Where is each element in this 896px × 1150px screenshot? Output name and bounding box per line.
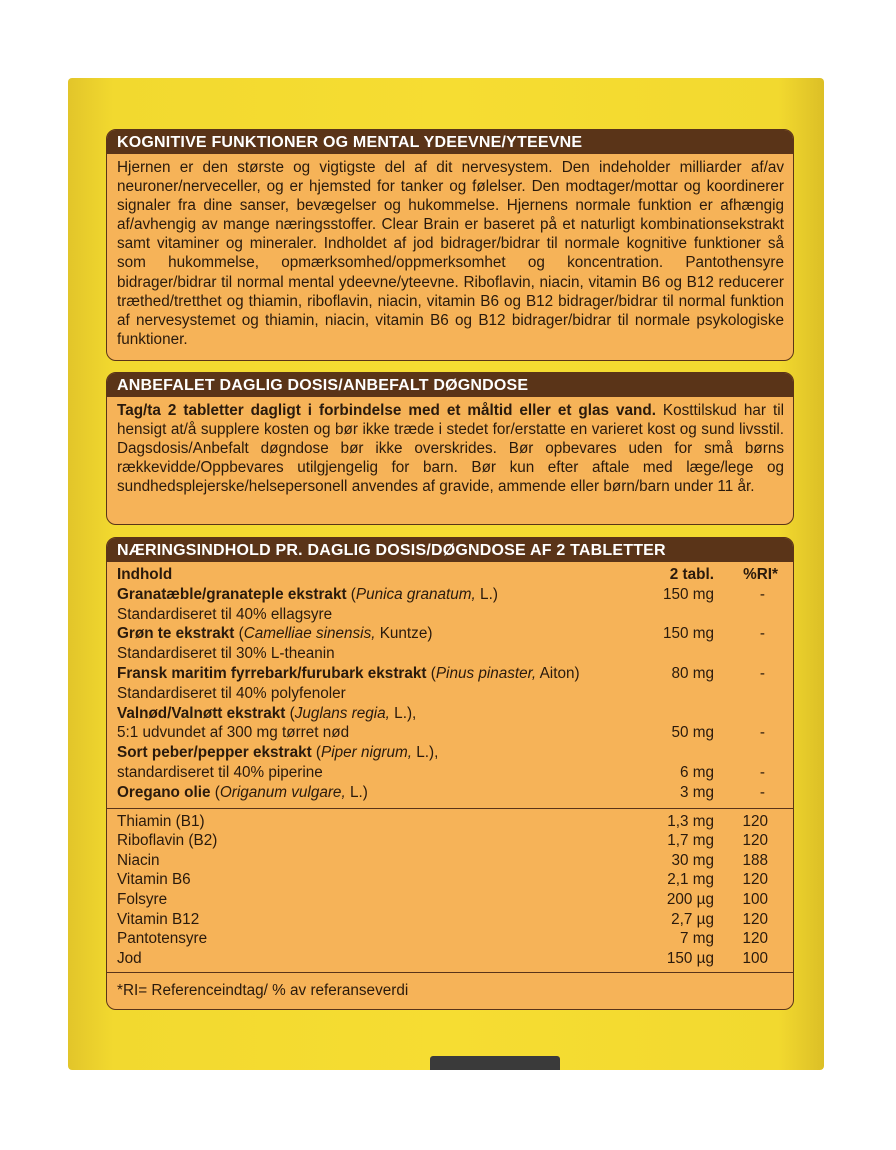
vitamin-ri: 120 bbox=[742, 871, 768, 889]
vitamin-ri: 100 bbox=[742, 890, 768, 908]
dose-instruction: Tag/ta 2 tabletter dagligt i forbindelse med et måltid eller et glas vand. bbox=[117, 402, 656, 419]
latin-name: Origanum vulgare, bbox=[219, 783, 346, 801]
col-ri-header: %RI* bbox=[743, 566, 778, 583]
extract-row bbox=[117, 585, 782, 605]
nutrition-panel bbox=[106, 537, 794, 1010]
extract-ri: - bbox=[759, 585, 765, 603]
extract-row bbox=[117, 664, 782, 684]
extract-standardization: Standardiseret til 40% polyfenoler bbox=[117, 684, 346, 702]
latin-close: L.) bbox=[345, 783, 368, 801]
latin-name: Piper nigrum, bbox=[321, 744, 413, 762]
table-header-row bbox=[117, 565, 782, 585]
extract-name-cell bbox=[117, 743, 782, 763]
vitamin-amount: 1,7 mg bbox=[667, 832, 714, 850]
vitamin-name: Niacin bbox=[117, 851, 160, 869]
extract-name-cell bbox=[117, 585, 624, 605]
vitamin-name: Jod bbox=[117, 949, 142, 967]
vitamin-name: Vitamin B6 bbox=[117, 871, 191, 889]
extract-sub-row bbox=[117, 763, 782, 783]
latin-close: Kuntze) bbox=[375, 625, 433, 643]
latin-open: ( bbox=[346, 585, 356, 603]
vitamin-amount: 1,3 mg bbox=[667, 812, 714, 830]
extract-name: Fransk maritim fyrrebark/furubark ekstrakt bbox=[117, 664, 427, 682]
vitamin-row bbox=[117, 812, 782, 832]
extract-ri: - bbox=[759, 625, 765, 643]
extract-name: Sort peber/pepper ekstrakt bbox=[117, 744, 312, 762]
extract-sub-row bbox=[117, 644, 782, 664]
col-content-header: Indhold bbox=[117, 566, 173, 583]
latin-open: ( bbox=[210, 783, 220, 801]
extract-name: Oregano olie bbox=[117, 783, 211, 801]
extract-name-cell bbox=[117, 704, 782, 724]
latin-close: L.), bbox=[412, 744, 439, 762]
cognitive-functions-panel bbox=[106, 129, 794, 361]
extract-row bbox=[117, 704, 782, 724]
extract-name: Valnød/Valnøtt ekstrakt bbox=[117, 704, 286, 722]
cognitive-functions-title: KOGNITIVE FUNKTIONER OG MENTAL YDEEVNE/YTEEVNE bbox=[107, 130, 793, 154]
latin-close: L.) bbox=[475, 585, 498, 603]
latin-open: ( bbox=[285, 704, 295, 722]
vitamin-amount: 200 µg bbox=[666, 890, 714, 908]
vitamin-row bbox=[117, 851, 782, 871]
extract-name-cell bbox=[117, 664, 624, 684]
vitamin-amount: 2,7 µg bbox=[671, 910, 714, 928]
nutrition-title: NÆRINGSINDHOLD PR. DAGLIG DOSIS/DØGNDOSE AF 2 TABLETTER bbox=[107, 538, 793, 562]
latin-open: ( bbox=[234, 625, 244, 643]
latin-open: ( bbox=[426, 664, 436, 682]
extract-amount: 150 mg bbox=[662, 585, 714, 603]
vitamin-amount: 150 µg bbox=[666, 949, 714, 967]
latin-close: Aiton) bbox=[536, 664, 580, 682]
vitamin-row bbox=[117, 890, 782, 910]
extract-name: Grøn te ekstrakt bbox=[117, 625, 235, 643]
extract-sub-row bbox=[117, 605, 782, 625]
vitamin-row bbox=[117, 929, 782, 949]
nutrition-table bbox=[117, 565, 782, 1000]
vitamin-ri: 120 bbox=[742, 812, 768, 830]
cognitive-functions-text: Hjernen er den største og vigtigste del af dit nervesystem. Den indeholder milliarder af/av neuroner/nerveceller, og er hjemsted for tanker og følelser. Den modtager/mottar og koordinerer signaler fra dine sanser, bevægelser og hukommelse. Hjernens normale funktion er afhængig af/avhengig av mange næringsstoffer. Clear Brain er baseret på et naturligt kombinationsekstrakt samt vitaminer og mineraler. Indholdet af jod bidrager/bidrar til normale kognitive funktioner så som hukommelse, opmærksomhed/oppmerksomhet og koncentration. Pantothensyre bidrager/bidrar til normal mental ydeevne/yteevne. Riboflavin, niacin, vitamin B6 og B12 reducerer træthed/tretthet og thiamin, riboflavin, niacin, vitamin B6 og B12 bidrager/bidrar til normal funktion af nervesystemet og thiamin, niacin, vitamin B6 og B12 bidrager/bidrar til normale psykologiske funktioner. bbox=[117, 159, 784, 348]
latin-name: Juglans regia, bbox=[294, 704, 390, 722]
extract-ri: - bbox=[759, 783, 765, 801]
vitamin-ri: 188 bbox=[742, 851, 768, 869]
extract-standardization: 5:1 udvundet af 300 mg tørret nød bbox=[117, 724, 350, 742]
dose-warning: Kosttilskud har til hensigt at/å supplere kosten og bør ikke træde i stedet for/erstatte en varieret kost og sund livsstil. Dagsdosis/Anbefalt døgndose bør ikke overskrides. Bør opbevares uden for små børns rækkevidde/Oppbevares utilgjengelig for barn. Bør kun efter aftale med læge/lege og sundhedsplejerske/helsepersonell anvendes af gravide, ammende eller børn/barn under 11 år. bbox=[117, 402, 784, 496]
vitamin-amount: 7 mg bbox=[679, 930, 714, 948]
vitamin-ri: 120 bbox=[742, 832, 768, 850]
vitamin-ri: 120 bbox=[742, 910, 768, 928]
extract-name: Granatæble/granateple ekstrakt bbox=[117, 585, 347, 603]
package-bottom-edge bbox=[430, 1056, 560, 1070]
extract-name-cell bbox=[117, 624, 624, 644]
extract-amount: 50 mg bbox=[671, 724, 714, 742]
table-divider bbox=[107, 972, 794, 973]
table-divider bbox=[107, 808, 794, 809]
vitamins-list bbox=[117, 812, 782, 969]
extract-ri: - bbox=[759, 724, 765, 742]
latin-close: L.), bbox=[389, 704, 417, 722]
latin-name: Pinus pinaster, bbox=[435, 664, 537, 682]
latin-name: Punica granatum, bbox=[355, 585, 476, 603]
extract-ri: - bbox=[759, 664, 765, 682]
vitamin-ri: 100 bbox=[742, 949, 768, 967]
ri-footnote: *RI= Referenceindtag/ % av referanseverdi bbox=[117, 982, 409, 1000]
extract-standardization: Standardiseret til 40% ellagsyre bbox=[117, 605, 333, 623]
extract-row bbox=[117, 743, 782, 763]
vitamin-ri: 120 bbox=[742, 930, 768, 948]
vitamin-row bbox=[117, 910, 782, 930]
extract-ri: - bbox=[759, 763, 765, 781]
vitamin-row bbox=[117, 870, 782, 890]
vitamin-name: Pantotensyre bbox=[117, 930, 208, 948]
vitamin-amount: 2,1 mg bbox=[667, 871, 714, 889]
vitamin-amount: 30 mg bbox=[671, 851, 714, 869]
extract-amount: 80 mg bbox=[671, 664, 714, 682]
vitamin-name: Folsyre bbox=[117, 890, 168, 908]
extract-name-cell bbox=[117, 783, 624, 803]
daily-dose-title: ANBEFALET DAGLIG DOSIS/ANBEFALT DØGNDOSE bbox=[107, 373, 793, 397]
extract-amount: 3 mg bbox=[679, 783, 714, 801]
latin-name: Camelliae sinensis, bbox=[243, 625, 376, 643]
vitamin-row bbox=[117, 831, 782, 851]
extract-row bbox=[117, 624, 782, 644]
extract-standardization: standardiseret til 40% piperine bbox=[117, 763, 323, 781]
vitamin-name: Vitamin B12 bbox=[117, 910, 200, 928]
latin-open: ( bbox=[311, 744, 322, 762]
daily-dose-panel bbox=[106, 372, 794, 525]
daily-dose-text bbox=[117, 401, 784, 496]
extracts-list bbox=[117, 585, 782, 803]
col-amount-header: 2 tabl. bbox=[669, 566, 714, 583]
vitamin-name: Thiamin (B1) bbox=[117, 812, 205, 830]
vitamin-row bbox=[117, 949, 782, 969]
extract-amount: 150 mg bbox=[662, 625, 714, 643]
vitamin-name: Riboflavin (B2) bbox=[117, 832, 218, 850]
extract-row bbox=[117, 783, 782, 803]
extract-sub-row bbox=[117, 684, 782, 704]
extract-standardization: Standardiseret til 30% L-theanin bbox=[117, 645, 335, 663]
extract-amount: 6 mg bbox=[679, 763, 714, 781]
extract-sub-row bbox=[117, 723, 782, 743]
